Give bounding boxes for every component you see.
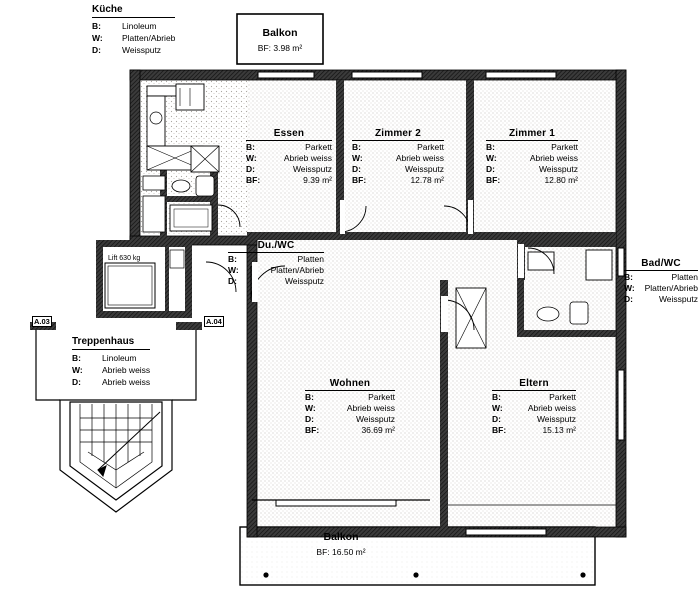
area-value: 12.80 m²	[544, 175, 578, 185]
area-key: BF:	[246, 175, 261, 185]
room-label-wohnen	[305, 378, 395, 436]
finish-value: Weissputz	[404, 164, 444, 174]
room-title-duwc: Du./WC	[228, 240, 324, 253]
balcony-title: Balkon	[323, 531, 359, 543]
finish-key: B:	[492, 392, 501, 402]
balcony-area-value: 3.98 m²	[273, 43, 303, 53]
lift-label: Lift 630 kg	[108, 255, 141, 262]
room-title-zimmer2: Zimmer 2	[352, 128, 444, 141]
finish-key: D:	[228, 276, 237, 286]
finish-value: Abrieb weiss	[527, 403, 576, 413]
finish-key: B:	[486, 142, 495, 152]
finish-key: W:	[492, 403, 503, 413]
finish-key: W:	[92, 33, 103, 43]
finish-value: Weissputz	[292, 164, 332, 174]
room-title-badwc: Bad/WC	[624, 258, 698, 271]
finish-key: B:	[352, 142, 361, 152]
room-label-badwc	[624, 258, 698, 305]
finish-key: W:	[72, 365, 83, 375]
area-value: 36.69 m²	[361, 425, 395, 435]
finish-key: D:	[624, 294, 633, 304]
room-label-eltern	[492, 378, 576, 436]
area-value: 12.78 m²	[410, 175, 444, 185]
finish-value: Abrieb weiss	[529, 153, 578, 163]
room-title-wohnen: Wohnen	[305, 378, 395, 391]
finish-key: W:	[305, 403, 316, 413]
finish-key: B:	[228, 254, 237, 264]
finish-key: D:	[246, 164, 255, 174]
finish-key: B:	[92, 21, 101, 31]
finish-value: Weissputz	[658, 294, 698, 304]
finish-value: Platten/Abrieb	[270, 265, 324, 275]
area-key: BF:	[352, 175, 367, 185]
room-label-zimmer2	[352, 128, 444, 186]
balcony-area-key: BF:	[257, 43, 272, 53]
door-tag-a03: A.03	[34, 317, 50, 326]
room-label-essen	[246, 128, 332, 186]
area-key: BF:	[305, 425, 320, 435]
area-value: 9.39 m²	[303, 175, 332, 185]
finish-value: Parkett	[368, 392, 395, 402]
finish-key: D:	[92, 45, 101, 55]
area-value: 15.13 m²	[542, 425, 576, 435]
room-title-eltern: Eltern	[492, 378, 576, 391]
finish-key: D:	[492, 414, 501, 424]
room-label-duwc	[228, 240, 324, 287]
finish-key: B:	[246, 142, 255, 152]
room-title-zimmer1: Zimmer 1	[486, 128, 578, 141]
finish-value: Abrieb weiss	[346, 403, 395, 413]
area-key: BF:	[486, 175, 501, 185]
finish-value: Platten/Abrieb	[644, 283, 698, 293]
finish-value: Abrieb weiss	[395, 153, 444, 163]
finish-key: W:	[246, 153, 257, 163]
finish-value: Platten	[671, 272, 698, 282]
finish-value: Abrieb weiss	[283, 153, 332, 163]
finish-key: W:	[624, 283, 635, 293]
balcony-label-bottom	[286, 531, 396, 558]
room-label-kueche	[92, 4, 175, 56]
finish-value: Platten/Abrieb	[122, 33, 176, 43]
finish-key: W:	[352, 153, 363, 163]
finish-key: D:	[486, 164, 495, 174]
finish-key: D:	[72, 377, 81, 387]
finish-key: D:	[352, 164, 361, 174]
room-title-essen: Essen	[246, 128, 332, 141]
area-key: BF:	[492, 425, 507, 435]
finish-key: W:	[486, 153, 497, 163]
finish-value: Linoleum	[122, 21, 157, 31]
balcony-area-key: BF:	[316, 547, 330, 557]
room-label-zimmer1	[486, 128, 578, 186]
finish-key: D:	[305, 414, 314, 424]
finish-value: Parkett	[305, 142, 332, 152]
finish-value: Abrieb weiss	[102, 377, 151, 387]
room-title-treppenhaus: Treppenhaus	[72, 336, 150, 350]
balcony-title: Balkon	[262, 27, 298, 39]
finish-value: Weissputz	[536, 414, 576, 424]
finish-value: Linoleum	[102, 353, 137, 363]
finish-value: Parkett	[549, 392, 576, 402]
room-label-treppenhaus	[72, 336, 150, 388]
balcony-label-top	[237, 27, 323, 54]
finish-key: B:	[624, 272, 633, 282]
finish-value: Weissputz	[122, 45, 162, 55]
balcony-area-value: 16.50 m²	[332, 547, 366, 557]
finish-value: Abrieb weiss	[102, 365, 151, 375]
door-tag-a04: A.04	[206, 317, 222, 326]
room-title-kueche: Küche	[92, 4, 175, 18]
finish-value: Platten	[297, 254, 324, 264]
finish-key: B:	[305, 392, 314, 402]
finish-key: B:	[72, 353, 81, 363]
finish-value: Weissputz	[284, 276, 324, 286]
finish-value: Weissputz	[355, 414, 395, 424]
finish-key: W:	[228, 265, 239, 275]
finish-value: Parkett	[417, 142, 444, 152]
finish-value: Weissputz	[538, 164, 578, 174]
finish-value: Parkett	[551, 142, 578, 152]
